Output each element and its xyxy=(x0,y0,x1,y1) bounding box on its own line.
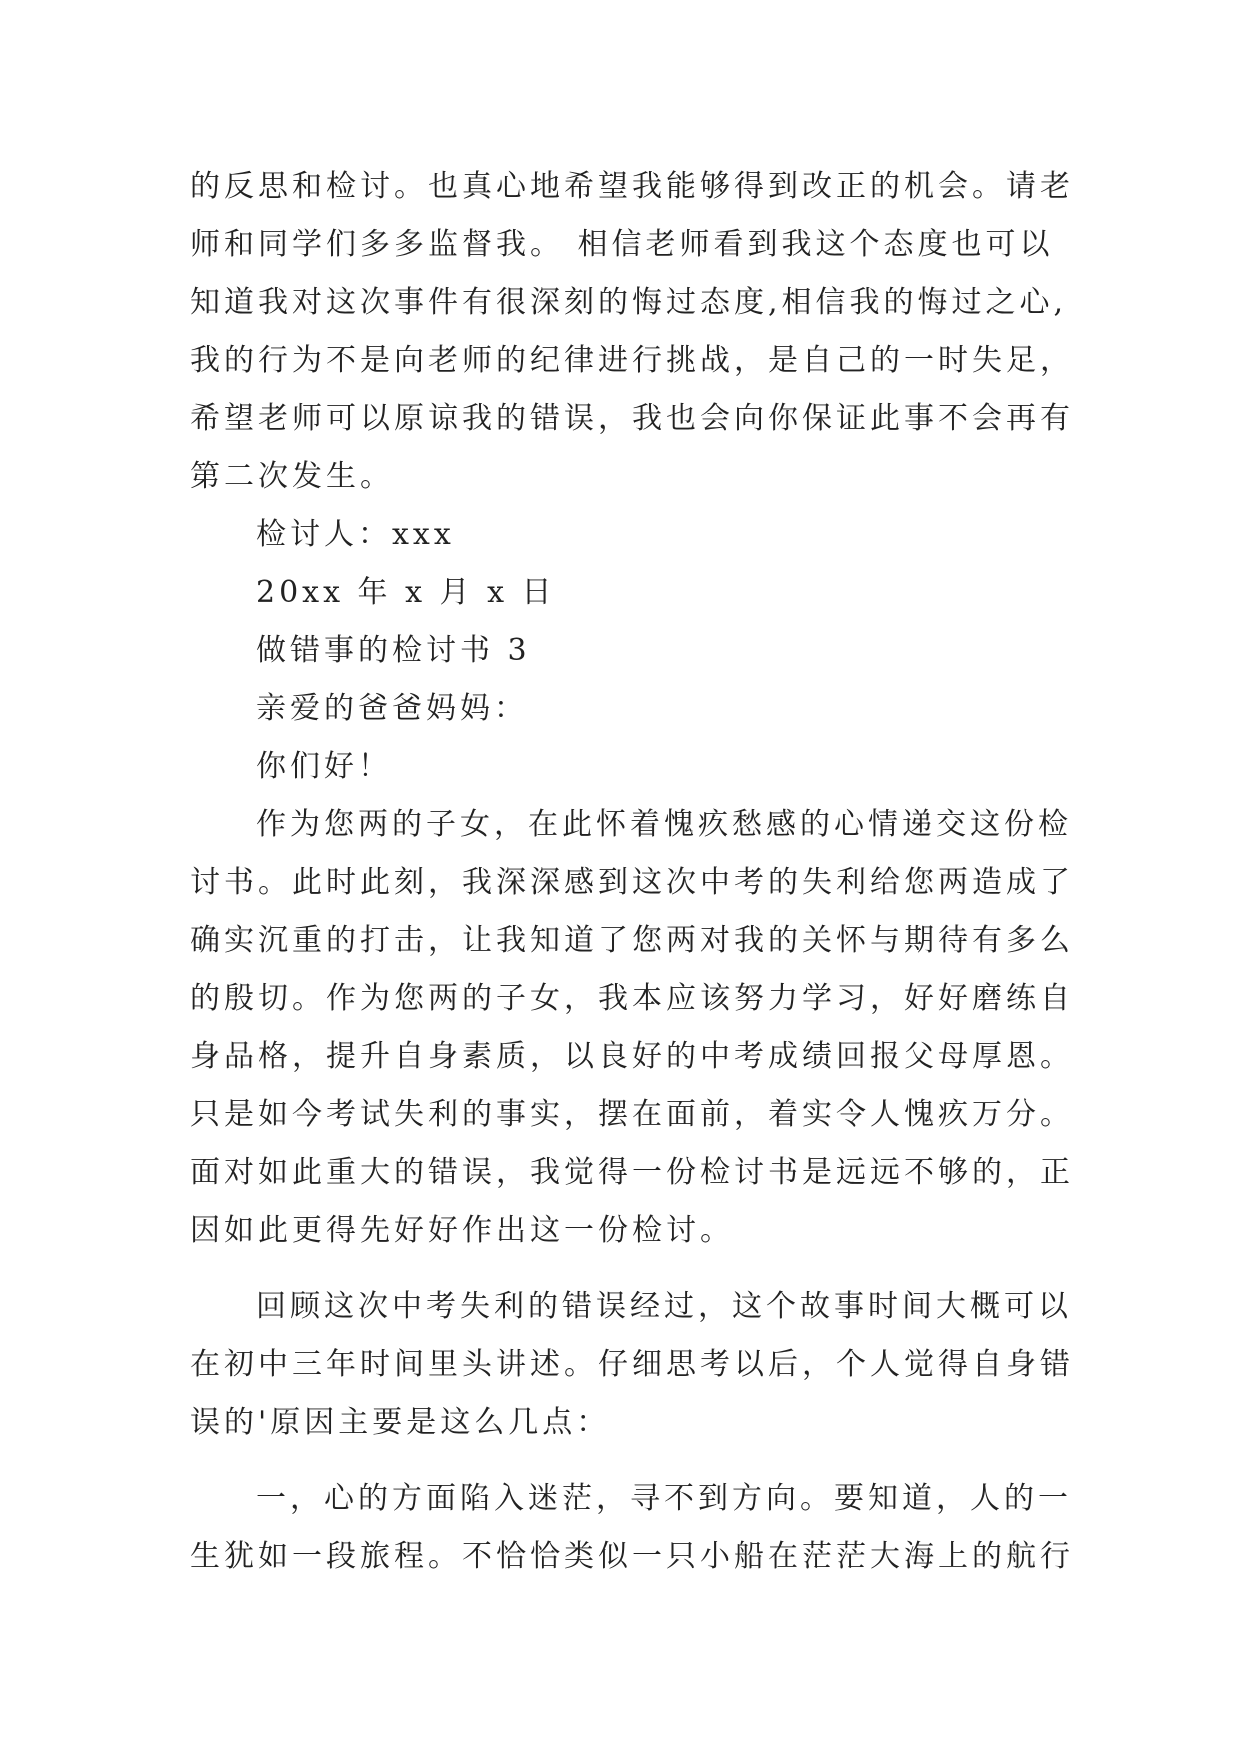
section-title: 做错事的检讨书 3 xyxy=(256,633,531,668)
signature-line: 检讨人：xxx xyxy=(256,517,455,552)
text-line: 师和同学们多多监督我。 相信老师看到我这个态度也可以 xyxy=(190,227,1054,262)
paragraph-start: 回顾这次中考失利的错误经过，这个故事时间大概可以 xyxy=(256,1289,1072,1324)
text-line: 我的行为不是向老师的纪律进行挑战，是自己的一时失足， xyxy=(190,343,1074,378)
text-line: 身品格，提升自身素质，以良好的中考成绩回报父母厚恩。 xyxy=(190,1039,1074,1074)
greeting: 你们好！ xyxy=(256,749,392,784)
text-line: 在初中三年时间里头讲述。仔细思考以后，个人觉得自身错 xyxy=(190,1347,1074,1382)
text-line: 的反思和检讨。也真心地希望我能够得到改正的机会。请老 xyxy=(190,169,1074,204)
date-line: 20xx 年 x 月 x 日 xyxy=(256,575,556,610)
text-line: 因如此更得先好好作出这一份检讨。 xyxy=(190,1213,734,1248)
paragraph-start: 一，心的方面陷入迷茫，寻不到方向。要知道，人的一 xyxy=(256,1481,1072,1516)
text-line: 面对如此重大的错误，我觉得一份检讨书是远远不够的，正 xyxy=(190,1155,1074,1190)
text-line: 确实沉重的打击，让我知道了您两对我的关怀与期待有多么 xyxy=(190,923,1074,958)
text-line: 第二次发生。 xyxy=(190,459,394,494)
text-line: 只是如今考试失利的事实，摆在面前，着实令人愧疚万分。 xyxy=(190,1097,1074,1132)
text-line: 讨书。此时此刻，我深深感到这次中考的失利给您两造成了 xyxy=(190,865,1074,900)
text-line: 的殷切。作为您两的子女，我本应该努力学习，好好磨练自 xyxy=(190,981,1074,1016)
paragraph-start: 作为您两的子女，在此怀着愧疚愁感的心情递交这份检 xyxy=(256,807,1072,842)
text-line: 生犹如一段旅程。不恰恰类似一只小船在茫茫大海上的航行 xyxy=(190,1539,1074,1574)
document-body xyxy=(190,158,1090,1586)
text-line: 知道我对这次事件有很深刻的悔过态度,相信我的悔过之心, xyxy=(190,285,1068,320)
salutation: 亲爱的爸爸妈妈： xyxy=(256,691,528,726)
text-line: 希望老师可以原谅我的错误，我也会向你保证此事不会再有 xyxy=(190,401,1074,436)
text-line: 误的'原因主要是这么几点： xyxy=(190,1405,611,1440)
